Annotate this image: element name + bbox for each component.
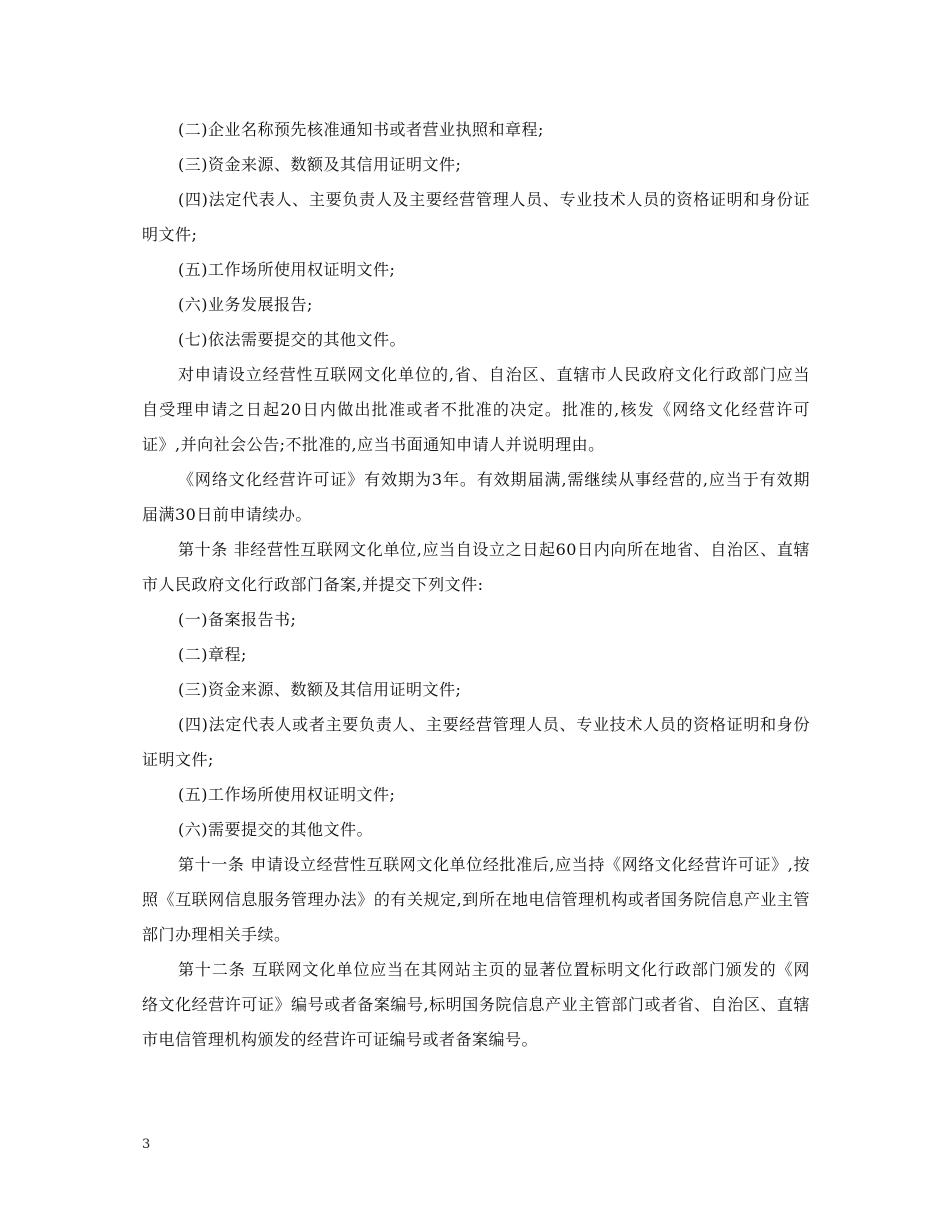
- paragraph: (一)备案报告书;: [178, 610, 297, 629]
- article-10: 第十条 非经营性互联网文化单位,应当自设立之日起60日内向所在地省、自治区、直辖市人民政府文化行政部门备案,并提交下列文件:: [142, 540, 810, 594]
- paragraph: (五)工作场所使用权证明文件;: [178, 785, 396, 804]
- paragraph: (五)工作场所使用权证明文件;: [178, 260, 396, 279]
- paragraph: (四)法定代表人、主要负责人及主要经营管理人员、专业技术人员的资格证明和身份证明文件;: [142, 190, 810, 244]
- page-number: 3: [142, 1137, 151, 1152]
- paragraph: (六)需要提交的其他文件。: [178, 820, 373, 839]
- article-11: 第十一条 申请设立经营性互联网文化单位经批准后,应当持《网络文化经营许可证》,按照《互联网信息服务管理办法》的有关规定,到所在地电信管理机构或者国务院信息产业主管部门办理相关手续。: [142, 855, 810, 944]
- paragraph: 对申请设立经营性互联网文化单位的,省、自治区、直辖市人民政府文化行政部门应当自受理申请之日起20日内做出批准或者不批准的决定。批准的,核发《网络文化经营许可证》,并向社会公告;不批准的,应当书面通知申请人并说明理由。: [142, 365, 810, 454]
- paragraph: (二)企业名称预先核准通知书或者营业执照和章程;: [178, 120, 544, 139]
- paragraph: 《网络文化经营许可证》有效期为3年。有效期届满,需继续从事经营的,应当于有效期届满30日前申请续办。: [142, 470, 810, 524]
- document-body: [142, 112, 810, 1057]
- paragraph: (三)资金来源、数额及其信用证明文件;: [178, 680, 462, 699]
- paragraph: (七)依法需要提交的其他文件。: [178, 330, 406, 349]
- paragraph: (二)章程;: [178, 645, 247, 664]
- paragraph: (四)法定代表人或者主要负责人、主要经营管理人员、专业技术人员的资格证明和身份证明文件;: [142, 715, 810, 769]
- paragraph: (三)资金来源、数额及其信用证明文件;: [178, 155, 462, 174]
- article-12: 第十二条 互联网文化单位应当在其网站主页的显著位置标明文化行政部门颁发的《网络文化经营许可证》编号或者备案编号,标明国务院信息产业主管部门或者省、自治区、直辖市电信管理机构颁发的经营许可证编号或者备案编号。: [142, 960, 810, 1049]
- paragraph: (六)业务发展报告;: [178, 295, 313, 314]
